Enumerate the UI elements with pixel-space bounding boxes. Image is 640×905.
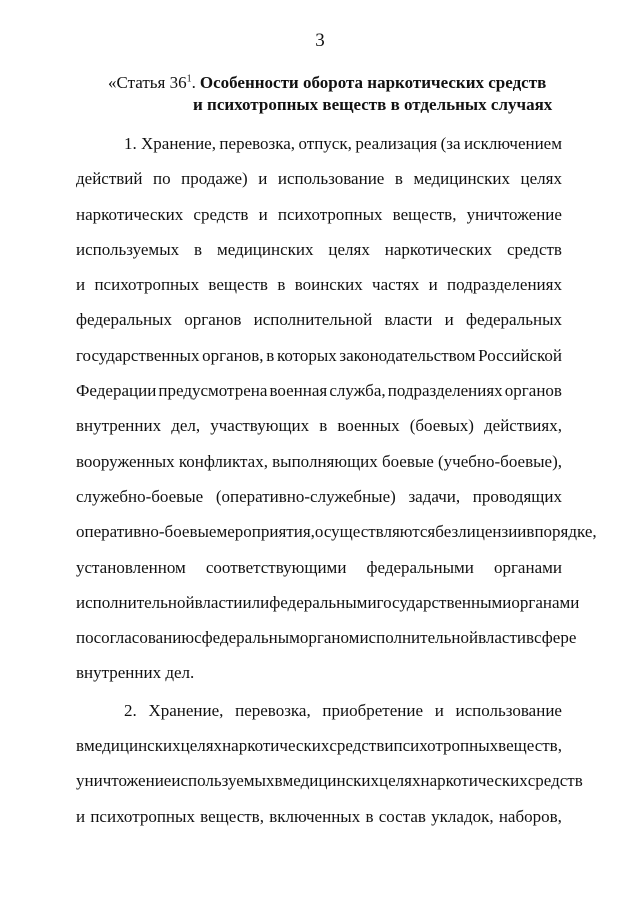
word: веществ, <box>498 736 562 756</box>
word: и <box>76 806 86 826</box>
word: порядке, <box>534 522 597 542</box>
word: используемых <box>76 239 180 259</box>
word: органов <box>184 310 242 330</box>
word: органов <box>504 381 562 401</box>
word: которых <box>276 345 337 365</box>
word: целях <box>520 169 562 189</box>
article-number-superscript: 1 <box>186 73 192 85</box>
text-line <box>76 620 577 655</box>
word: органов, <box>202 345 264 365</box>
word: исполнительной <box>359 628 479 648</box>
word: перевозка, <box>219 134 296 153</box>
word: задачи, <box>408 486 461 506</box>
word: уничтожение <box>76 771 172 791</box>
word: вооруженных <box>76 451 175 471</box>
word: наркотических <box>76 204 184 224</box>
word: включенных <box>269 806 361 826</box>
word: в <box>319 416 328 436</box>
page-number: 3 <box>315 30 325 51</box>
word: наборов, <box>498 806 562 826</box>
word: наркотических <box>384 239 493 259</box>
word: состав <box>378 806 426 826</box>
word: исключением <box>463 134 562 153</box>
text-line <box>76 373 562 408</box>
word: медицинских <box>84 736 181 756</box>
word: конфликтах, <box>178 451 268 471</box>
word: укладок, <box>431 806 494 826</box>
word: средств <box>193 204 249 224</box>
text-line <box>76 267 562 302</box>
word: с <box>194 628 202 648</box>
text-line <box>76 408 562 443</box>
word: и <box>258 169 268 189</box>
word: установленном <box>76 557 186 577</box>
word: средств <box>527 771 583 791</box>
text-line <box>76 444 562 479</box>
word: органами <box>511 592 580 612</box>
word: и <box>76 275 86 295</box>
word: воинских <box>294 275 363 295</box>
text-line <box>76 161 562 196</box>
text-line <box>76 197 562 232</box>
word: веществ <box>208 275 268 295</box>
word: действиях, <box>484 416 562 436</box>
word: власти <box>194 592 243 612</box>
word: частях <box>372 275 420 295</box>
word: продаже) <box>181 169 248 189</box>
word: в <box>266 345 275 365</box>
word: 1. Хранение, <box>124 134 216 153</box>
word: военная <box>269 381 328 401</box>
word: без <box>435 522 459 542</box>
word: Хранение, <box>148 700 224 720</box>
word: органами <box>493 557 562 577</box>
text-line <box>76 338 562 373</box>
word: мероприятия, <box>216 522 315 542</box>
word: реализация <box>355 134 438 153</box>
word: дел, <box>171 416 201 436</box>
text-line <box>76 514 597 549</box>
word: осуществляются <box>314 522 436 542</box>
word: оперативно-боевые <box>76 522 217 542</box>
word: уничтожение <box>466 204 562 224</box>
word: соответствующими <box>205 557 347 577</box>
word: приобретение <box>322 700 424 720</box>
word: и <box>384 736 394 756</box>
word: внутренних <box>76 416 162 436</box>
word: используемых <box>171 771 275 791</box>
word: предусмотрена <box>158 381 268 401</box>
word: в <box>365 806 374 826</box>
article-title-line-1: Особенности оборота наркотических средств <box>199 73 547 92</box>
word: органом <box>299 628 360 648</box>
word: внутренних дел. <box>76 663 195 683</box>
text-line <box>76 585 580 620</box>
heading-line-1 <box>108 72 568 94</box>
word: государственными <box>376 592 512 612</box>
word: подразделениях <box>447 275 562 295</box>
text-line <box>76 799 562 834</box>
word: использование <box>455 700 562 720</box>
article-heading <box>108 72 568 116</box>
word: в <box>277 275 286 295</box>
word: Федерации <box>76 381 157 401</box>
word: наркотических <box>222 736 330 756</box>
word: средств <box>506 239 562 259</box>
word: (боевых) <box>409 416 474 436</box>
word: лицензии <box>458 522 527 542</box>
word: по <box>76 628 94 648</box>
word: власти <box>478 628 526 648</box>
word: (учебно-боевые), <box>438 451 562 471</box>
word: федеральных <box>76 310 172 330</box>
word: отпуск, <box>298 134 352 153</box>
article-number-prefix: «Статья 36 <box>108 73 187 92</box>
word: (за <box>440 134 461 153</box>
word: выполняющих <box>272 451 378 471</box>
word: сфере <box>534 628 577 648</box>
word: и <box>444 310 454 330</box>
text-line <box>76 655 562 690</box>
word: перевозка, <box>235 700 311 720</box>
word: подразделениях <box>387 381 503 401</box>
word: в <box>194 239 203 259</box>
word: служебно-боевые <box>76 486 204 506</box>
text-line <box>76 693 562 728</box>
word: медицинских <box>216 239 314 259</box>
word: военных <box>337 416 400 436</box>
word: веществ, <box>392 204 457 224</box>
word: государственных <box>76 345 200 365</box>
word: в <box>394 169 403 189</box>
article-body <box>76 126 597 834</box>
word: или <box>242 592 270 612</box>
word: наркотических <box>420 771 528 791</box>
word: исполнительной <box>253 310 373 330</box>
article-title-line-2: и психотропных веществ в отдельных случаях <box>193 95 553 114</box>
word: федеральным <box>201 628 300 648</box>
word: участвующих <box>210 416 310 436</box>
word: психотропных <box>277 204 383 224</box>
word: целях <box>379 771 421 791</box>
word: законодательством <box>339 345 476 365</box>
word: в <box>525 628 534 648</box>
word: служба, <box>329 381 386 401</box>
text-line <box>76 302 562 337</box>
text-line <box>76 126 562 161</box>
word: средств <box>329 736 385 756</box>
text-line <box>76 550 562 585</box>
text-line <box>76 479 562 514</box>
word: использование <box>277 169 385 189</box>
word: и <box>434 700 444 720</box>
word: федеральными <box>366 557 474 577</box>
text-line <box>76 728 562 763</box>
word: в <box>526 522 535 542</box>
word: проводящих <box>472 486 562 506</box>
word: и <box>428 275 438 295</box>
word: Российской <box>478 345 562 365</box>
word: психотропных <box>90 806 195 826</box>
word: в <box>274 771 283 791</box>
word: согласованию <box>93 628 195 648</box>
word: федеральных <box>466 310 562 330</box>
word: боевые <box>381 451 434 471</box>
word: действий <box>76 169 143 189</box>
word: исполнительной <box>76 592 195 612</box>
text-line <box>76 232 562 267</box>
article-number-suffix: . <box>191 73 196 92</box>
word: 2. <box>124 700 137 720</box>
word: целях <box>180 736 223 756</box>
text-line <box>76 763 583 798</box>
word: веществ, <box>200 806 264 826</box>
word: федеральными <box>269 592 377 612</box>
word: и <box>258 204 268 224</box>
word: (оперативно-служебные) <box>215 486 396 506</box>
word: в <box>76 736 85 756</box>
word: по <box>153 169 171 189</box>
word: власти <box>384 310 433 330</box>
word: психотропных <box>393 736 499 756</box>
word: медицинских <box>282 771 380 791</box>
word: медицинских <box>413 169 510 189</box>
word: психотропных <box>94 275 200 295</box>
word: целях <box>328 239 370 259</box>
